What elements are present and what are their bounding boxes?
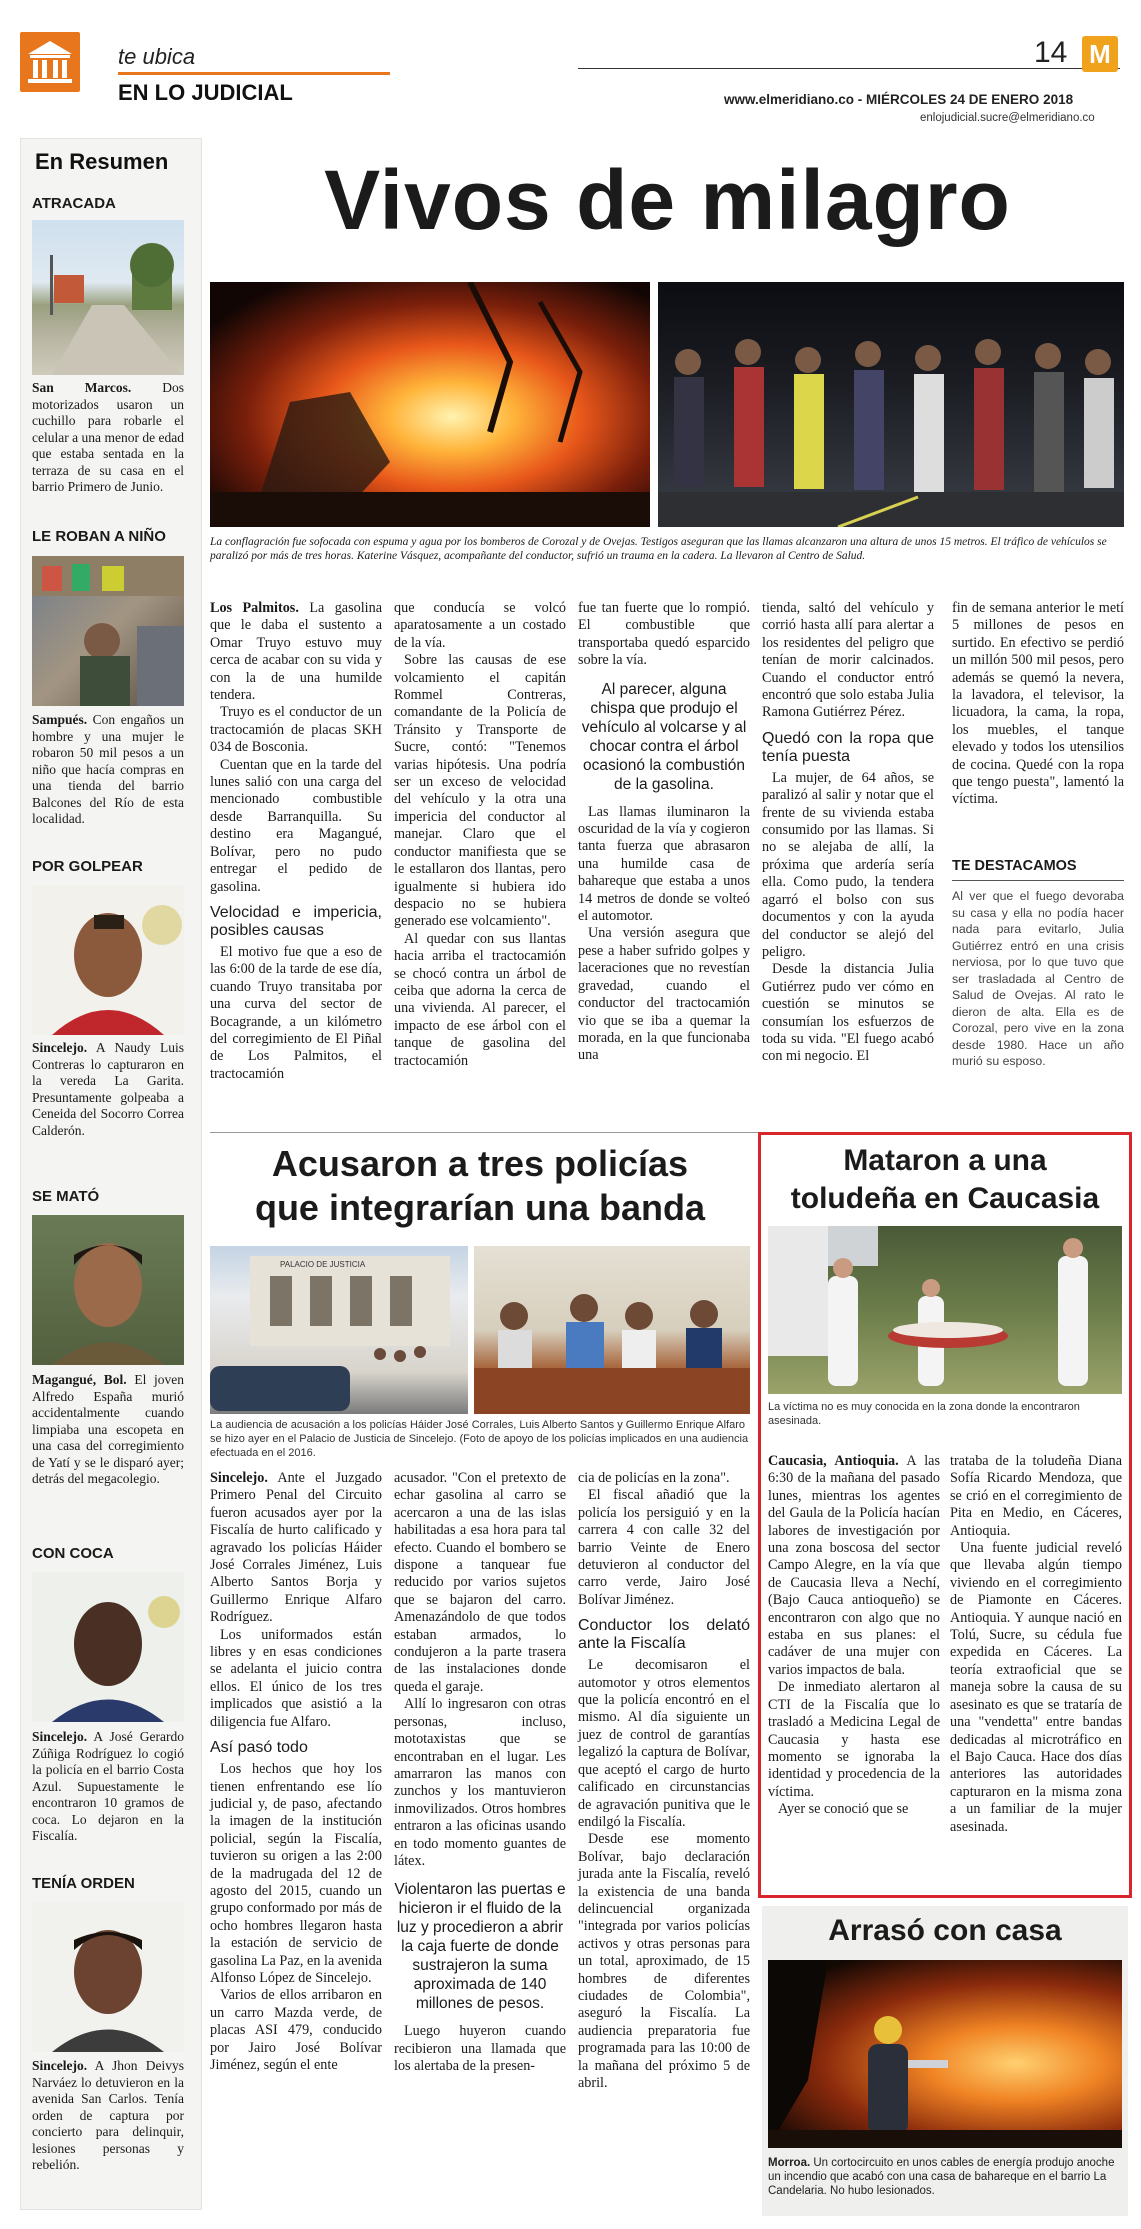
- story3-headline: Mataron a una toludeña en Caucasia: [790, 1144, 1100, 1215]
- story4-headline: Arrasó con casa: [828, 1914, 1062, 1947]
- sidebar-text-atracada: San Marcos. Dos motorizados usaron un cuchillo para robarle el celular a una menor de edad que estaba sentada en la terraza de su casa en el barrio Primero de Junio.: [32, 380, 184, 494]
- pull-quote-violentaron: Violentaron las puertas e hicieron ir el fluido de la luz y procedieron a abrir la caja fuerte de donde sustrajeron la suma aproximada de 140 millones de pesos.: [394, 1881, 566, 2013]
- sidebar-heading-tenia-orden: TENÍA ORDEN: [32, 1875, 135, 1892]
- main-photo-caption: La conflagración fue sofocada con espuma y agua por los bomberos de Corozal y de Ovejas. Testigos aseguran que las llamas alcanzaron una altura de unos 15 metros. El tráfico de vehículos se paralizó por más de tres horas. Katerine Vásquez, acompañante del conductor, sufrió un trauma en la cadera. La llevaron al Centro de Salud.: [210, 536, 1107, 562]
- courthouse-photo: [210, 1246, 468, 1414]
- section-title: EN LO JUDICIAL: [118, 80, 293, 105]
- section-logo: [20, 32, 80, 92]
- site-date: www.elmeridiano.co - MIÉRCOLES 24 DE ENERO 2018: [724, 92, 1074, 107]
- sidebar-heading-le-roban: LE ROBAN A NIÑO: [32, 528, 166, 545]
- sidebar-text-por-golpear: Sincelejo. A Naudy Luis Contreras lo capturaron en la vereda La Garita. Presuntamente golpeaba a Ceneida del Socorro Correa Calderón.: [32, 1040, 184, 1138]
- hearing-photo: [474, 1246, 750, 1414]
- captured-man-photo: [32, 1902, 184, 2052]
- story2-col-3: cia de policías en la zona". El fiscal añadió que la policía los persiguió y en la carrera 4 con calle 32 del barrio Veinte de Enero detuvieron al conductor del carro verde, Jairo José Bolívar Jiménez. Conductor los delató ante la Fiscalía Le decomisaron el automotor y otros elementos que la policía encontró en el mismo. Al día siguiente un juez de control de garantías legalizó la captura de Bolívar, que aceptó el cargo de hurto calificado en circunstancias de agravación punitiva que le endilgó la Fiscalía. Desde ese momento Bolívar, bajo declaración jurada ante la Fiscalía, reveló la existencia de una banda delincuencial organizada "integrada por varios policías activos y otras personas para un total, aproximado, de 15 hombres de diferentes ciudades de Colombia", aseguró la Fiscalía. La audiencia preparatoria fue programada para las 10:00 de la mañana del próximo 5 de abril.: [578, 1470, 750, 2091]
- sidebar-text-se-mato: Magangué, Bol. El joven Alfredo España murió accidentalmente cuando limpiaba una escopeta en una casa del corregimiento de Yatí y se le disparó ayer; detrás del megacolegio.: [32, 1372, 184, 1486]
- sidebar-text-con-coca: Sincelejo. A José Gerardo Zúñiga Rodríguez lo cogió la policía en el barrio Costa Azul. Supuestamente le encontraron 10 gramos de coca. Lo dejaron en la Fiscalía.: [32, 1729, 184, 1843]
- store-photo: [32, 556, 184, 706]
- story4-caption: Morroa. Un cortocircuito en unos cables de energía produjo anoche un incendio que acabó con una casa de bahareque en el barrio La Candelaria. No hubo lesionados.: [768, 2157, 1115, 2197]
- detainee-photo: [32, 1572, 184, 1722]
- subheading-conductor: Conductor los delató ante la Fiscalía: [578, 1617, 750, 1653]
- brand-logo: M: [1082, 36, 1118, 72]
- sidebar-heading-se-mato: SE MATÓ: [32, 1188, 100, 1205]
- young-man-photo: [32, 1215, 184, 1365]
- pull-quote-chispa: Al parecer, alguna chispa que produjo el vehículo al volcarse y al chocar contra el árbol ocasionó la combustión de la gasolina.: [581, 680, 747, 793]
- section-tag-rule: [118, 72, 390, 75]
- main-col-3: fue tan fuerte que lo rompió. El combustible que transportaba quedó esparcido sobre la vía. Al parecer, alguna chispa que produjo el vehículo al volcarse y al chocar contra el árbol ocasionó la combustión de la gasolina. Las llamas iluminaron la oscuridad de la vía y cogieron tanta fuerza que abrasaron una humilde casa de bahareque que estaba a unos 14 metros de donde se volteó el automotor. Una versión asegura que pese a haber sufrido golpes y laceraciones que no revestían gravedad, cuando el conductor del tractocamión vio que se iba a quemar la morada, en la que funcionaba una: [578, 600, 750, 1064]
- page-number: 14: [1034, 36, 1068, 69]
- courthouse-icon: [20, 32, 80, 92]
- story3-caption: La víctima no es muy conocida en la zona donde la encontraron asesinada.: [768, 1401, 1080, 1427]
- sidebar-title: En Resumen: [35, 149, 169, 174]
- email: enlojudicial.sucre@elmeridiano.co: [920, 112, 1095, 124]
- crime-scene-photo: [768, 1226, 1122, 1394]
- main-col-1: Los Palmitos. La gasolina que le daba el sustento a Omar Truyo estuvo muy cerca de acabar con su vida y con la de una humilde tendera. Truyo es el conductor de un tractocamión de placas SKH 034 de Bosconia. Cuentan que en la tarde del lunes salió con una carga del mencionado combustible desde Barranquilla. Su destino era Magangué, Bolívar, pero no pudo entregar el pedido de gasolina. Velocidad e impericia, posibles causas El motivo fue que a eso de las 6:00 de la tarde de ese día, cuando Truyo transitaba por una curva del sector de Bocagrande, a un kilómetro del corregimiento de El Piñal de Los Palmitos, el tractocamión: [210, 600, 382, 1082]
- street-photo: [32, 220, 184, 375]
- sidebar-text-le-roban: Sampués. Con engaños un hombre y una mujer le robaron 50 mil pesos a un niño que hacía compras en una tienda del barrio Balcones del Río de esta localidad.: [32, 712, 184, 826]
- house-fire-photo: [768, 1960, 1122, 2148]
- main-headline: Vivos de milagro: [324, 153, 1011, 247]
- subheading-quedo: Quedó con la ropa que tenía puesta: [762, 729, 934, 765]
- subheading-asi-paso: Así pasó todo: [210, 1739, 308, 1757]
- sidebar-text-tenia-orden: Sincelejo. A Jhon Deivys Narváez lo detuvieron en la avenida San Carlos. Tenía orden de captura por concierto para delinquir, lesiones personas y rebelión.: [32, 2058, 184, 2172]
- destacamos-title: TE DESTACAMOS: [952, 858, 1077, 874]
- section-tag: te ubica: [118, 44, 196, 69]
- destacamos-rule: [952, 880, 1124, 881]
- mugshot-photo: [32, 885, 184, 1035]
- main-col-5: fin de semana anterior le metí 5 millones de pesos en surtido. En efectivo se perdió un millón 500 mil pesos, pero además se quemó la nevera, la lavadora, el televisor, la licuadora, la cama, la ropa, los muebles, el tanque elevado y todos los utensilios de cocina. Quedé con la ropa que tengo puesta", lamentó la víctima.: [952, 600, 1124, 808]
- subheading-velocidad: Velocidad e impericia, posibles causas: [210, 903, 382, 939]
- main-col-4: tienda, saltó del vehículo y corrió hasta allí para alertar a los residentes del peligro que tenían de morir calcinados. Cuando el conductor entró encontró que solo estaba Julia Ramona Gutiérrez Pérez. Quedó con la ropa que tenía puesta La mujer, de 64 años, se paralizó al salir y notar que el frente de su vivienda estaba consumido por las llamas. Si no se alejaba de allí, la próxima que ardería sería ella. Como pudo, la tendera agarró el bolso con sus documentos y con la ayuda del conductor se alejó del peligro. Desde la distancia Julia Gutiérrez pudo ver cómo en cuestión se minutos se consumían los esfuerzos de toda su vida. "El fuego acabó con mi negocio. El: [762, 600, 934, 1065]
- story2-col-1: Sincelejo. Ante el Juzgado Primero Penal del Circuito fueron acusados ayer por la Fiscalía de hurto calificado y agravado los policías Háider José Corrales Jiménez, Luis Alberto Santos Borja y Guillermo Enrique Alfaro Rodríguez. Los uniformados están libres y en esas condiciones se adelanta el juicio contra ellos. El único de los tres implicados que asistió a la diligencia fue Alfaro. Así pasó todo Los hechos que hoy los tienen enfrentando ese lío judicial y, de paso, afectando la imagen de la institución policial, según la Fiscalía, tuvieron su origen a las 2:00 de la madrugada del 12 de agosto del 2015, cuando un grupo conformado por más de ocho hombres llegaron hasta la estación de servicio de gasolina La Paz, en la avenida Alfonso López de Sincelejo. Varios de ellos arribaron en un carro Mazda verde, de placas ASI 479, conducido por Jairo José Bolívar Jiménez, según el ente: [210, 1470, 382, 2073]
- story3-col-1: Caucasia, Antioquia. A las 6:30 de la mañana del pasado lunes, mientras los agentes del Gaula de la Policía hacían labores de investigación por una zona boscosa del sector Campo Alegre, en la vía que de Caucasia lleva a Nechí, (Bajo Cauca antioqueño) se encontraron con algo que no estaba en sus planes: el cadáver de una mujer con varios impactos de bala. De inmediato alertaron al CTI de la Fiscalía que lo trasladó a Medicina Legal de Caucasia y hasta ese momento se ignoraba la identidad y procedencia de la víctima. Ayer se conoció que se: [768, 1453, 940, 1818]
- fire-photo: [210, 282, 650, 527]
- story2-caption: La audiencia de acusación a los policías Háider José Corrales, Luis Alberto Santos y Guillermo Enrique Alfaro se hizo ayer en el Palacio de Justicia de Sincelejo. (Foto de apoyo de los policías implicados en una audiencia efectuada en el 2016.: [210, 1419, 749, 1459]
- story2-col-2: acusador. "Con el pretexto de echar gasolina al carro se acercaron a una de las islas habilitadas a esa hora para tal efecto. Cuando el bombero se dispone a tanquear fue reducido por varios sujetos que se bajaron del carro. Amenazándolo de que todos estaban armados, lo condujeron a la parte trasera de las instalaciones donde queda el garaje. Allí lo ingresaron con otras personas, incluso, mototaxistas que se encontraban en el lugar. Les amarraron las manos con zunchos y los mantuvieron inmovilizados. Otros hombres entraron a las oficinas usando en todo momento guantes de látex. Violentaron las puertas e hicieron ir el fluido de la luz y procedieron a abrir la caja fuerte de donde sustrajeron la suma aproximada de 140 millones de pesos. Luego huyeron cuando recibieron una llamada que los alertaba de la presen-: [394, 1470, 566, 2075]
- main-col-2: que conducía se volcó aparatosamente a un costado de la vía. Sobre las causas de ese volcamiento el capitán Rommel Contreras, comandante de la Policía de Tránsito y Transporte de Sucre, contó: "Tenemos varias hipótesis. Una podría ser un exceso de velocidad del vehículo y la otra una impericia del conductor al manejar. Claro que el conductor manifiesta que se le estallaron dos llantas, pero igualmente si hubiera ido despacio no se hubiera generado ese volcamiento". Al quedar con sus llantas hacia arriba el tractocamión se chocó contra un árbol de ceiba que adorna la cerca de una vivienda. Al parecer, el impacto de ese árbol con el tanque de gasolina del tractocamión: [394, 600, 566, 1069]
- crowd-photo: [658, 282, 1124, 527]
- destacamos-text: Al ver que el fuego devoraba su casa y ella no podía hacer nada para evitarlo, Julia Gutiérrez entró en una crisis nerviosa, por lo que tuvo que ser trasladada al Centro de Salud de Ovejas. Al rato le dieron de alta. Ella es de Corozal, pero vive en la zona desde 1980. Hace un año murió su esposo.: [952, 889, 1124, 1068]
- sidebar-heading-atracada: ATRACADA: [32, 195, 116, 212]
- story3-col-2: trataba de la toludeña Diana Sofía Ricardo Mendoza, que se crió en el corregimiento de Pita en Medio, en Cáceres, Antioquia. Una fuente judicial reveló que llevaba algún tiempo viviendo en el corregimiento de Piamonte en Cáceres. Antioquia. Y aunque nació en Tolú, Sucre, su cédula fue expedida en Cáceres. La teoría extraoficial que se maneja sobre la causa de su asesinato es que se trataría de una "vendetta" entre bandas dedicadas al microtráfico en el Bajo Cauca. Hace dos días anteriores las autoridades capturaron en la misma zona a un familiar de la mujer asesinada.: [950, 1453, 1122, 1835]
- courthouse-sign: PALACIO DE JUSTICIA: [280, 1260, 366, 1269]
- story2-headline: Acusaron a tres policías que integrarían una banda: [254, 1143, 706, 1228]
- sidebar-heading-con-coca: CON COCA: [32, 1545, 114, 1562]
- sidebar-heading-por-golpear: POR GOLPEAR: [32, 858, 143, 875]
